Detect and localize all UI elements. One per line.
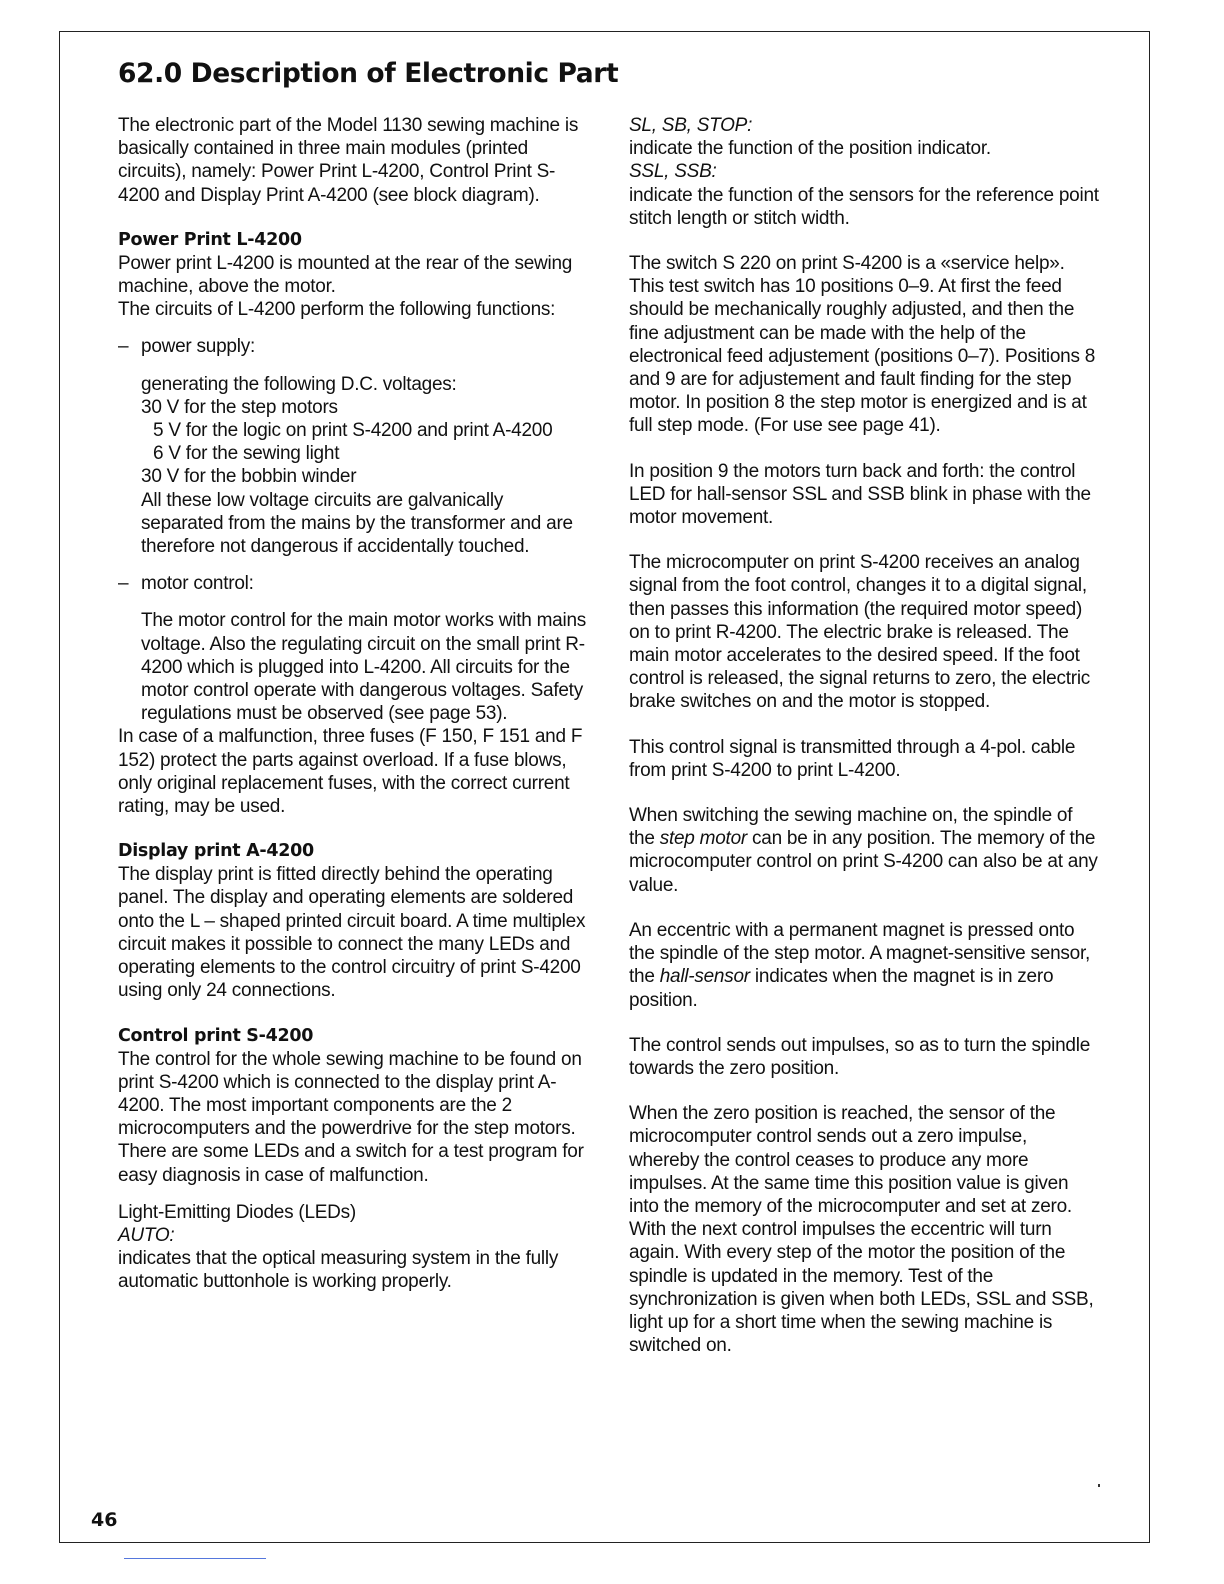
blue-underline-artifact xyxy=(124,1558,266,1559)
control-signal-paragraph: This control signal is transmitted through a 4-pol. cable from print S-4200 to print L-4200. xyxy=(629,736,1076,781)
switching-text-end: can be in any position. The memory of the microcomputer control on print S-4200 can also be at any value. xyxy=(629,828,1098,896)
sl-sb-stop-label: SL, SB, STOP: xyxy=(629,115,753,136)
service-switch-paragraph: The switch S 220 on print S-4200 is a «service help». This test switch has 10 positions 0–9. At first the feed should be mechanically roughly adjusted, and then the fine adjustment can be made with the help of the electronical feed adjustement (positions 0–7). Positions 8 and 9 are for adjustement and fault finding for the step motor. In position 8 the step motor is energized and is at full step mode. (For use see page 41). xyxy=(629,253,1096,437)
display-print-paragraph: The display print is fitted directly behind the operating panel. The display and operating elements are soldered onto the L – shaped printed circuit board. A time multiplex circuit makes it possible to connect the many LEDs and operating elements to the control circuitry of print S-4200 using only 24 connections. xyxy=(118,864,586,1002)
impulses-paragraph: The control sends out impulses, so as to turn the spindle towards the zero position. xyxy=(629,1034,1091,1079)
scan-speck xyxy=(1098,1484,1100,1487)
page-number: 46 xyxy=(91,1509,118,1531)
list-dash: – xyxy=(118,573,129,595)
voltage-5v-logic: 5 V for the logic on print S-4200 and print A-4200 xyxy=(153,420,553,442)
right-column xyxy=(629,114,1099,1357)
auto-label: AUTO: xyxy=(118,1224,175,1246)
step-motor-emphasis: step motor xyxy=(659,828,747,850)
ssl-ssb-label: SSL, SSB: xyxy=(629,161,717,183)
display-print-heading: Display print A-4200 xyxy=(118,841,314,862)
motor-control-item xyxy=(118,572,588,725)
fuse-paragraph: In case of a malfunction, three fuses (F 150, F 151 and F 152) protect the parts against overload. If a fuse blows, only original replacement fuses, with the correct current rating, may be used. xyxy=(118,726,583,818)
control-print-paragraph: The control for the whole sewing machine to be found on print S-4200 which is connected to the display print A-4200. The most important components are the 2 microcomputers and the powerdrive for the step motors. There are some LEDs and a switch for a test program for easy diagnosis in case of malfunction. xyxy=(118,1048,584,1186)
voltage-30v-bobbin: 30 V for the bobbin winder xyxy=(141,466,357,488)
voltages-intro: generating the following D.C. voltages: xyxy=(141,373,457,395)
eccentric-text-end: indicates when the magnet is in zero position. xyxy=(629,966,1054,1011)
voltage-6v-light: 6 V for the sewing light xyxy=(153,443,340,465)
ssl-ssb-text: indicate the function of the sensors for the reference point stitch length or stitch width. xyxy=(629,184,1099,229)
power-print-functions: The circuits of L-4200 perform the following functions: xyxy=(118,299,556,321)
control-print-heading: Control print S-4200 xyxy=(118,1025,314,1046)
power-supply-label: power supply: xyxy=(141,336,255,358)
switching-on-paragraph xyxy=(629,804,1099,897)
auto-text: indicates that the optical measuring system in the fully automatic buttonhole is working properly. xyxy=(118,1248,559,1293)
sl-sb-stop-text: indicate the function of the position indicator. xyxy=(629,138,991,160)
power-supply-item xyxy=(118,335,588,558)
eccentric-paragraph xyxy=(629,919,1099,1012)
eccentric-text-start: An eccentric with a permanent magnet is pressed onto the spindle of the step motor. A magnet-sensitive sensor, the xyxy=(629,919,1091,988)
hall-sensor-emphasis: hall-sensor xyxy=(659,966,750,988)
voltage-30v-step: 30 V for the step motors xyxy=(141,396,338,418)
intro-paragraph: The electronic part of the Model 1130 sewing machine is basically contained in three main modules (printed circuits), namely: Power Print L-4200, Control Print S-4200 and Display Print A-4200 (see block diagram). xyxy=(118,115,579,206)
switching-text-start: When switching the sewing machine on, the spindle of the xyxy=(629,805,1073,850)
power-print-heading: Power Print L-4200 xyxy=(118,229,302,250)
motor-control-text: The motor control for the main motor works with mains voltage. Also the regulating circuit on the small print R-4200 which is plugged into L-4200. All circuits for the motor control operate with dangerous voltages. Safety regulations must be observed (see page 53). xyxy=(141,610,587,725)
list-dash: – xyxy=(118,336,129,358)
microcomputer-paragraph: The microcomputer on print S-4200 receives an analog signal from the foot control, changes it to a digital signal, then passes this information (the required motor speed) on to print R-4200. The electric brake is released. The main motor accelerates to the desired speed. If the foot control is released, the signal returns to zero, the electric brake switches on and the motor is stopped. xyxy=(629,552,1091,713)
left-column xyxy=(118,114,588,1294)
position-9-paragraph: In position 9 the motors turn back and forth: the control LED for hall-sensor SSL and SSB blink in phase with the motor movement. xyxy=(629,460,1091,529)
power-print-paragraph: Power print L-4200 is mounted at the rear of the sewing machine, above the motor. xyxy=(118,252,573,298)
motor-control-label: motor control: xyxy=(141,573,254,595)
section-title: 62.0 Description of Electronic Part xyxy=(118,58,619,89)
galvanic-note: All these low voltage circuits are galvanically separated from the mains by the transformer and are therefore not dangerous if accidentally touched. xyxy=(141,489,573,558)
led-heading: Light-Emitting Diodes (LEDs) xyxy=(118,1201,356,1223)
zero-position-paragraph: When the zero position is reached, the sensor of the microcomputer control sends out a zero impulse, whereby the control ceases to produce any more impulses. At the same time this position value is given into the memory of the microcomputer and set at zero. With the next control impulses the eccentric will turn again. With every step of the motor the position of the spindle is updated in the memory. Test of the synchronization is given when both LEDs, SSL and SSB, light up for a short time when the sewing machine is switched on. xyxy=(629,1103,1094,1357)
